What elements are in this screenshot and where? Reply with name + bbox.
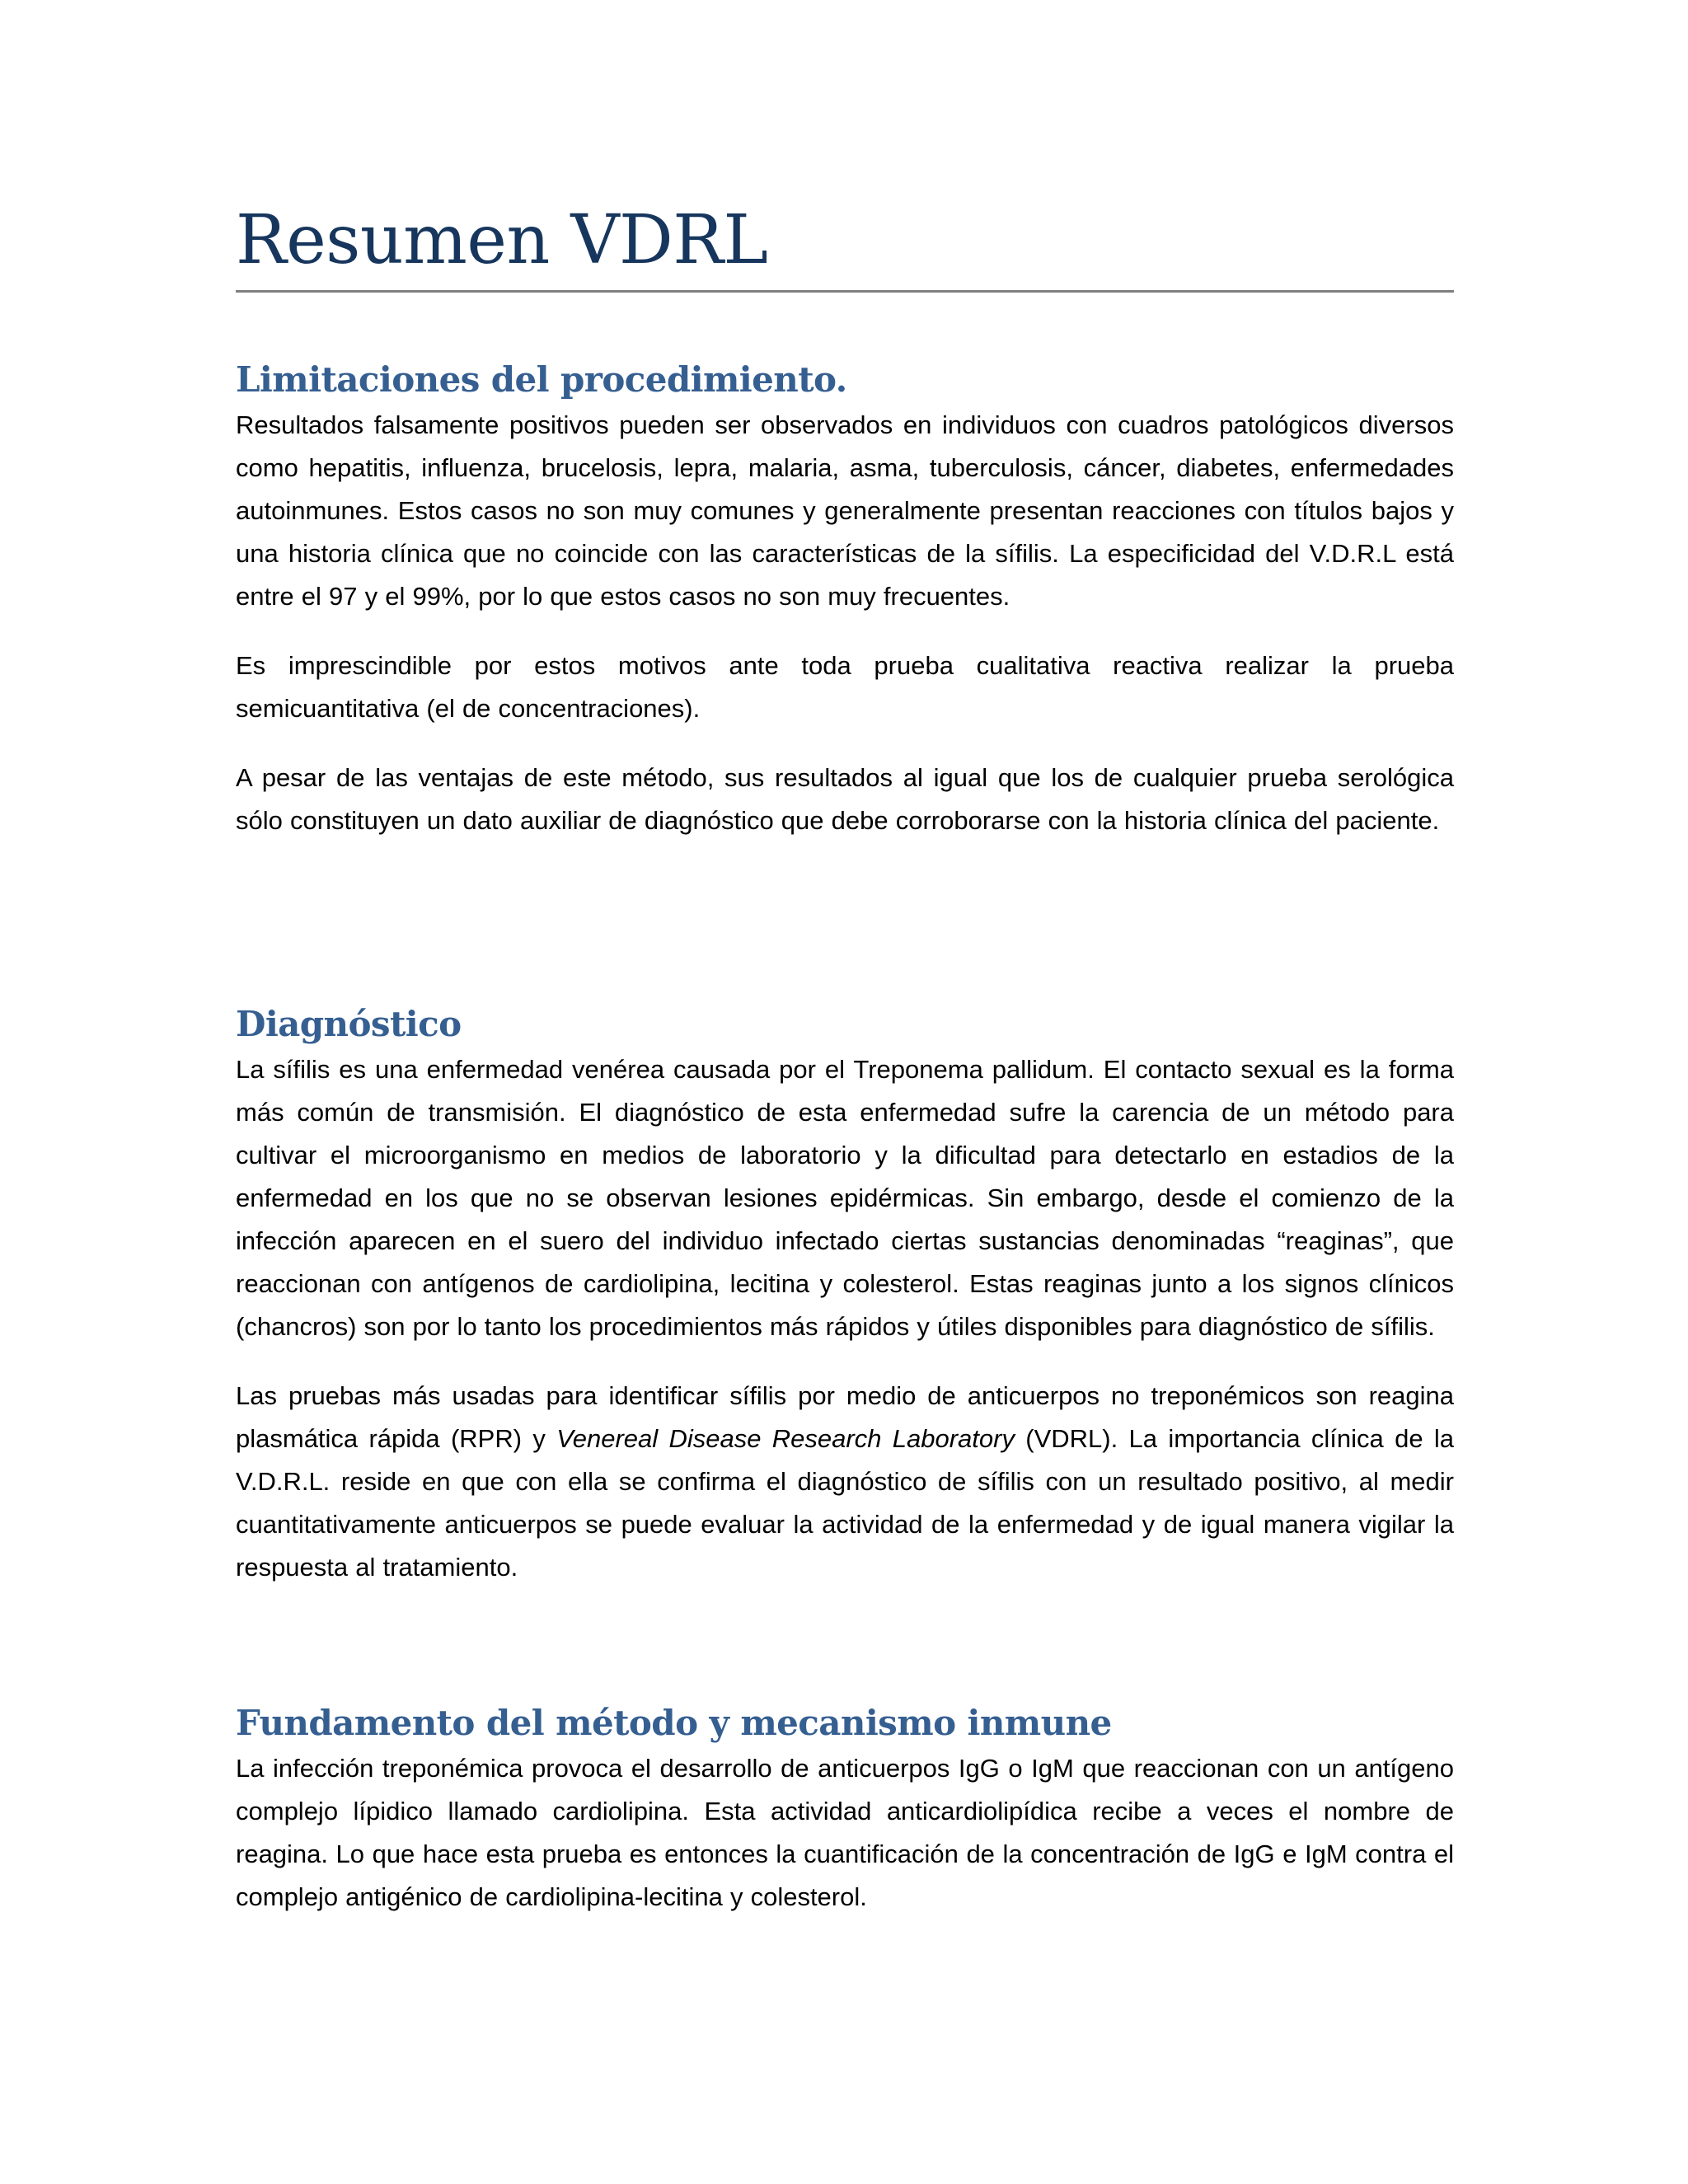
paragraph-text: Las pruebas más usadas para identificar sífilis por medio de anticuerpos no treponémicos son reagina plasmática rápida (RPR) y (236, 1381, 1454, 1453)
paragraph: La infección treponémica provoca el desarrollo de anticuerpos IgG o IgM que reaccionan con un antígeno complejo lípidico llamado cardiolipina. Esta actividad anticardiolipídica recibe a veces el nombre de reagina. Lo que hace esta prueba es entonces la cuantificación de la concentración de IgG e IgM contra el complejo antigénico de cardiolipina-lecitina y colesterol. (236, 1754, 1454, 1911)
document-title: Resumen VDRL (236, 201, 768, 279)
italic-term: Venereal Disease Research Laboratory (556, 1424, 1015, 1453)
title-divider (236, 290, 1454, 293)
section-diagnostico (236, 1001, 1454, 1615)
paragraph: Resultados falsamente positivos pueden ser observados en individuos con cuadros patológicos diversos como hepatitis, influenza, brucelosis, lepra, malaria, asma, tuberculosis, cáncer, diabetes, enfermedades autoinmunes. Estos casos no son muy comunes y generalmente presentan reacciones con títulos bajos y una historia clínica que no coincide con las características de la sífilis. La especificidad del V.D.R.L está entre el 97 y el 99%, por lo que estos casos no son muy frecuentes. (236, 410, 1454, 611)
paragraph: La sífilis es una enfermedad venérea causada por el Treponema pallidum. El contacto sexual es la forma más común de transmisión. El diagnóstico de esta enfermedad sufre la carencia de un método para cultivar el microorganismo en medios de laboratorio y la dificultad para detectarlo en estadios de la enfermedad en los que no se observan lesiones epidérmicas. Sin embargo, desde el comienzo de la infección aparecen en el suero del individuo infectado ciertas sustancias denominadas “reaginas”, que reaccionan con antígenos de cardiolipina, lecitina y colesterol. Estas reaginas junto a los signos clínicos (chancros) son por lo tanto los procedimientos más rápidos y útiles disponibles para diagnóstico de sífilis. (236, 1055, 1454, 1341)
section-heading: Limitaciones del procedimiento. (236, 359, 847, 400)
section-fundamento (236, 1699, 1454, 1945)
section-heading: Fundamento del método y mecanismo inmune (236, 1703, 1112, 1743)
section-limitaciones (236, 356, 1454, 869)
section-heading: Diagnóstico (236, 1004, 462, 1044)
paragraph (236, 1375, 1454, 1589)
paragraph: Es imprescindible por estos motivos ante toda prueba cualitativa reactiva realizar la prueba semicuantitativa (el de concentraciones). (236, 651, 1454, 723)
paragraph-text: (VDRL). La importancia clínica de la V.D.R.L. reside en que con ella se confirma el diagnóstico de sífilis con un resultado positivo, al medir cuantitativamente anticuerpos se puede evaluar la actividad de la enfermedad y de igual manera vigilar la respuesta al tratamiento. (236, 1424, 1454, 1582)
paragraph: A pesar de las ventajas de este método, sus resultados al igual que los de cualquier prueba serológica sólo constituyen un dato auxiliar de diagnóstico que debe corroborarse con la historia clínica del paciente. (236, 763, 1454, 835)
